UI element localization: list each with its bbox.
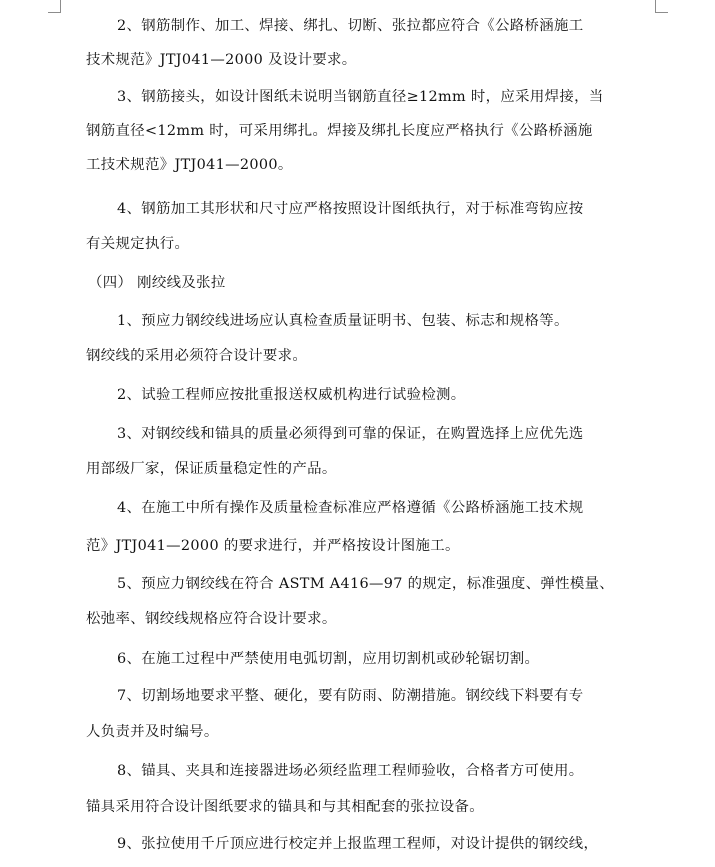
paragraph-line: 9、张拉使用千斤顶应进行校定并上报监理工程师，对设计提供的钢绞线， — [117, 836, 599, 852]
paragraph-line: 有关规定执行。 — [86, 236, 190, 252]
section-heading: （四） 刚绞线及张拉 — [88, 275, 226, 291]
paragraph-line: 8、锚具、夹具和连接器进场必须经监理工程师验收，合格者方可使用。 — [117, 763, 584, 779]
paragraph-line: 技术规范》JTJ041—2000 及设计要求。 — [86, 52, 357, 68]
paragraph-line: 工技术规范》JTJ041—2000。 — [86, 157, 293, 173]
crop-mark-right-vertical — [655, 0, 656, 12]
paragraph-line: 4、在施工中所有操作及质量检查标准应严格遵循《公路桥涵施工技术规 — [117, 500, 584, 516]
paragraph-line: 4、钢筋加工其形状和尺寸应严格按照设计图纸执行，对于标准弯钩应按 — [117, 201, 584, 217]
paragraph-line: 钢筋直径<12mm 时，可采用绑扎。焊接及绑扎长度应严格执行《公路桥涵施 — [86, 123, 593, 139]
paragraph-line: 3、钢筋接头，如设计图纸未说明当钢筋直径≥12mm 时，应采用焊接，当 — [117, 89, 604, 105]
crop-mark-left-horizontal — [48, 12, 61, 13]
paragraph-line: 钢绞线的采用必须符合设计要求。 — [86, 348, 308, 364]
paragraph-line: 范》JTJ041—2000 的要求进行，并严格按设计图施工。 — [86, 538, 460, 554]
paragraph-line: 1、预应力钢绞线进场应认真检查质量证明书、包装、标志和规格等。 — [117, 313, 569, 329]
paragraph-line: 7、切割场地要求平整、硬化，要有防雨、防潮措施。钢绞线下料要有专 — [117, 688, 584, 704]
crop-mark-right-horizontal — [655, 12, 668, 13]
paragraph-line: 2、试验工程师应按批重报送权威机构进行试验检测。 — [117, 387, 466, 403]
paragraph-line: 松弛率、钢绞线规格应符合设计要求。 — [86, 611, 337, 627]
crop-mark-left-vertical — [60, 0, 61, 12]
paragraph-line: 6、在施工过程中严禁使用电弧切割，应用切割机或砂轮锯切割。 — [117, 651, 540, 667]
paragraph-line: 人负责并及时编号。 — [86, 724, 219, 740]
paragraph-line: 3、对钢绞线和锚具的质量必须得到可靠的保证，在购置选择上应优先选 — [117, 426, 584, 442]
paragraph-line: 5、预应力钢绞线在符合 ASTM A416—97 的规定，标准强度、弹性模量、 — [117, 576, 615, 592]
paragraph-line: 锚具采用符合设计图纸要求的锚具和与其相配套的张拉设备。 — [86, 799, 484, 815]
paragraph-line: 用部级厂家，保证质量稳定性的产品。 — [86, 461, 337, 477]
paragraph-line: 2、钢筋制作、加工、焊接、绑扎、切断、张拉都应符合《公路桥涵施工 — [117, 18, 584, 34]
